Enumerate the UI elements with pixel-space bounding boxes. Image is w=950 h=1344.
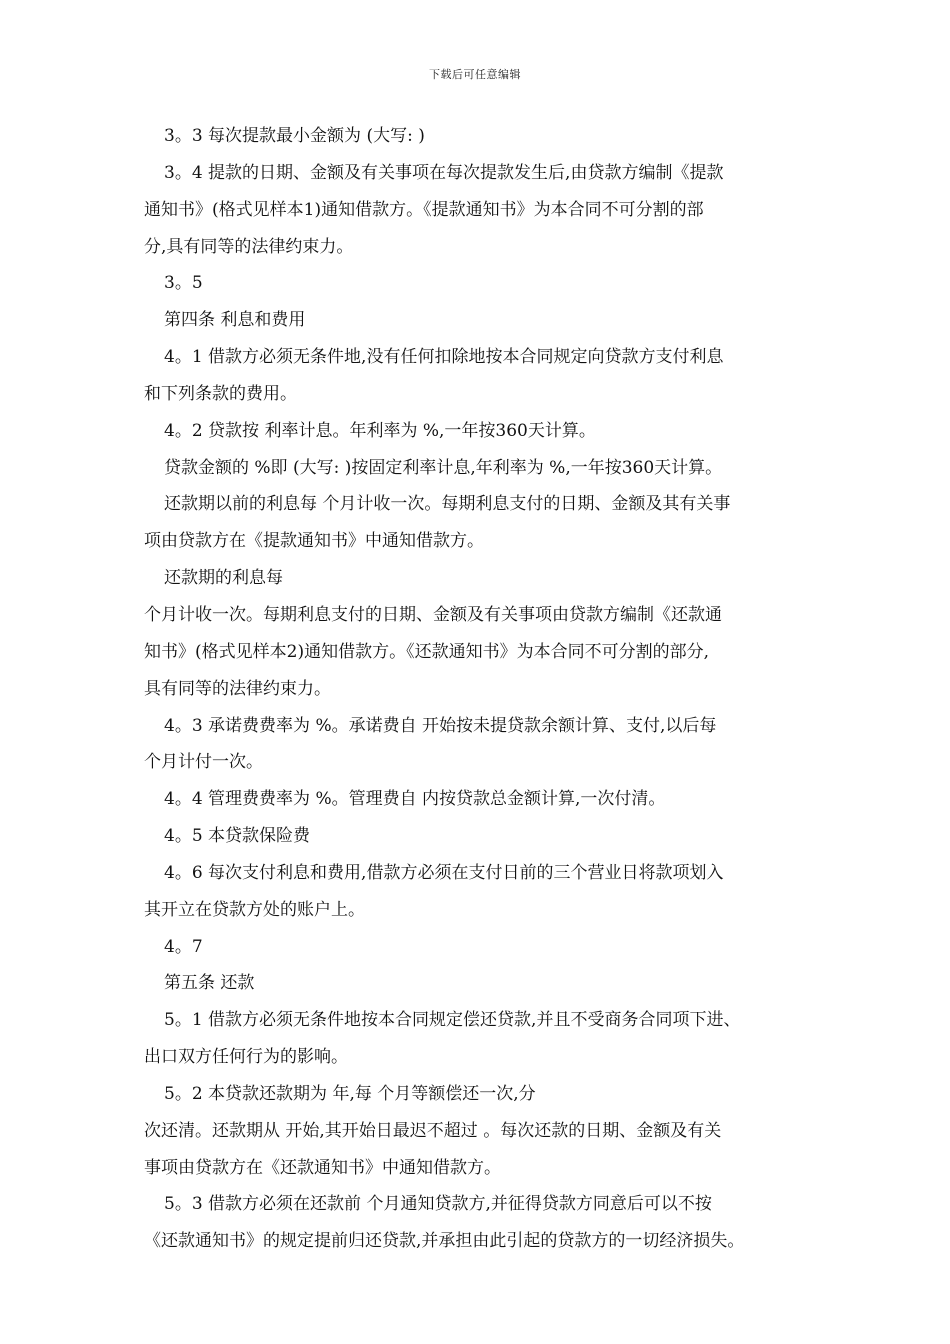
text-line: 具有同等的法律约束力。 bbox=[144, 678, 331, 699]
text-line: 分,具有同等的法律约束力。 bbox=[144, 236, 354, 257]
text-line: 个月计付一次。 bbox=[144, 752, 263, 773]
text-line: 第四条 利息和费用 bbox=[164, 310, 306, 331]
text-line: 4。5 本贷款保险费 bbox=[164, 826, 311, 847]
text-line: 5。1 借款方必须无条件地按本合同规定偿还贷款,并且不受商务合同项下进、 bbox=[164, 1010, 741, 1031]
text-line: 第五条 还款 bbox=[164, 973, 255, 994]
text-line: 还款期的利息每 bbox=[164, 568, 283, 589]
text-line: 4。1 借款方必须无条件地,没有任何扣除地按本合同规定向贷款方支付利息 bbox=[164, 347, 724, 368]
text-line: 《还款通知书》的规定提前归还贷款,并承担由此引起的贷款方的一切经济损失。 bbox=[144, 1231, 745, 1252]
text-line: 4。4 管理费费率为 %。管理费自 内按贷款总金额计算,一次付清。 bbox=[164, 789, 666, 810]
text-line: 通知书》(格式见样本1)通知借款方。《提款通知书》为本合同不可分割的部 bbox=[144, 199, 704, 220]
document-body bbox=[144, 118, 816, 1260]
text-line: 知书》(格式见样本2)通知借款方。《还款通知书》为本合同不可分割的部分, bbox=[144, 641, 709, 662]
text-line: 其开立在贷款方处的账户上。 bbox=[144, 899, 365, 920]
text-line: 事项由贷款方在《还款通知书》中通知借款方。 bbox=[144, 1157, 501, 1178]
text-line: 4。6 每次支付利息和费用,借款方必须在支付日前的三个营业日将款项划入 bbox=[164, 862, 724, 883]
text-line: 4。7 bbox=[164, 936, 203, 957]
text-line: 3。3 每次提款最小金额为 (大写: ) bbox=[164, 126, 425, 146]
text-line: 次还清。还款期从 开始,其开始日最迟不超过 。每次还款的日期、金额及有关 bbox=[144, 1120, 722, 1141]
text-line: 4。3 承诺费费率为 %。承诺费自 开始按未提贷款余额计算、支付,以后每 bbox=[164, 715, 717, 736]
text-line: 5。3 借款方必须在还款前 个月通知贷款方,并征得贷款方同意后可以不按 bbox=[164, 1194, 712, 1215]
text-line: 个月计收一次。每期利息支付的日期、金额及有关事项由贷款方编制《还款通 bbox=[144, 604, 722, 625]
text-line: 出口双方任何行为的影响。 bbox=[144, 1047, 348, 1068]
text-line: 项由贷款方在《提款通知书》中通知借款方。 bbox=[144, 531, 484, 552]
text-line: 贷款金额的 %即 (大写: )按固定利率计息,年利率为 %,一年按360天计算。 bbox=[164, 457, 723, 478]
text-line: 3。5 bbox=[164, 273, 203, 294]
text-line: 和下列条款的费用。 bbox=[144, 383, 297, 404]
text-line: 还款期以前的利息每 个月计收一次。每期利息支付的日期、金额及其有关事 bbox=[164, 494, 731, 515]
page-header: 下载后可任意编辑 bbox=[429, 68, 521, 81]
text-line: 4。2 贷款按 利率计息。年利率为 %,一年按360天计算。 bbox=[164, 420, 596, 441]
text-line: 5。2 本贷款还款期为 年,每 个月等额偿还一次,分 bbox=[164, 1083, 536, 1104]
text-line: 3。4 提款的日期、金额及有关事项在每次提款发生后,由贷款方编制《提款 bbox=[164, 162, 724, 183]
